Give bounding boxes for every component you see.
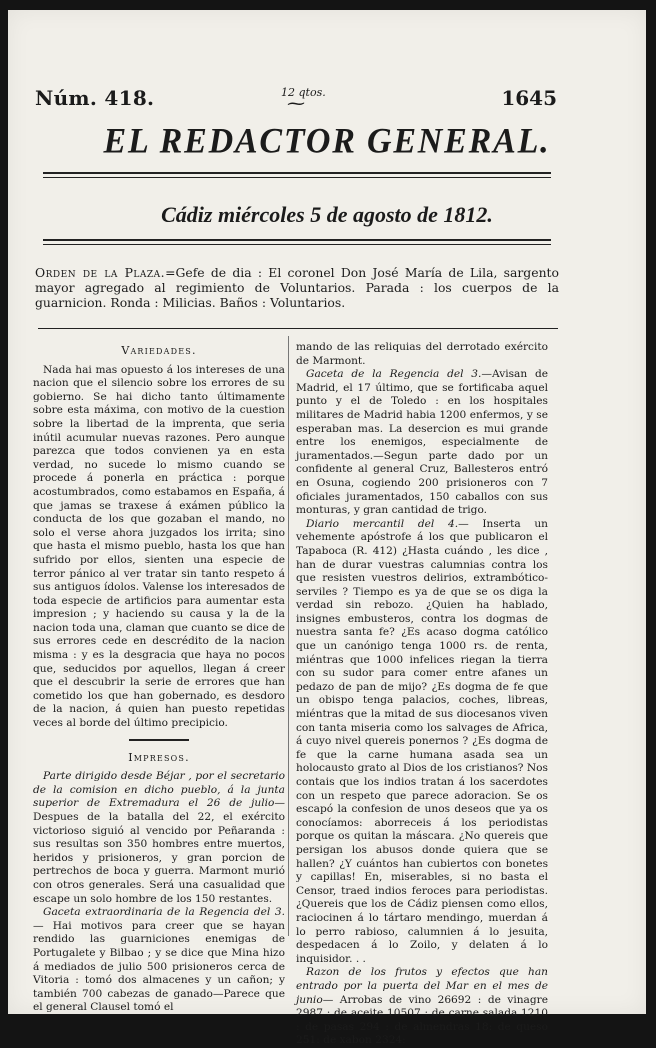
masthead-row <box>35 86 557 112</box>
gaceta-extraordinaria-article <box>33 906 285 1015</box>
gaceta-regencia-text: —Avisan de Madrid, el 17 último, que se fortificaba aquel punto y el de Toledo : en los hospitales militares de Madrid habia 1200 enfermos, y se esperaban mas. La desercion es mui grande entre los enemigos, especialmente de juramentados.—Segun parte dado por un confidente al general Cruz, Ballesteros entró en Osuna, cogiendo 200 prisioneros con 7 oficiales juramentados, 150 caballos con sus monturas, y gran cantidad de trigo. <box>296 368 548 517</box>
diario-mercantil-article <box>296 518 548 967</box>
gaceta-regencia-title: Gaceta de la Regencia del 3. <box>306 368 482 381</box>
diario-title: Diario mercantil del 4. <box>306 517 459 530</box>
heading-impresos: Impresos. <box>128 750 190 764</box>
diario-text: — Inserta un vehemente apóstrofe á los que publicaron el Tapaboca (R. 412) ¿Hasta cuándo , les dice , han de durar vuestras calumnias contra los que resisten vuestros delirios, extrambótico-serviles ? Tiempo es ya de que se os diga la verdad sin rebozo. ¿Quien ha hablado, insignes embusteros, contra los dogmas de nuestra santa fe? ¿Es acaso dogma católico que un canónigo tenga 1000 rs. de renta, miéntras que 1000 infelices riegan la tierra con su sudor para comer entre afanes un pedazo de pan de mijo? ¿Es dogma de fe que un obispo tenga palacios, coches, libreas, miéntras que la mitad de sus diocesanos viven con tanta miseria como los salvages de Africa, á cuyo nivel quereis ponernos ? ¿Es dogma de fe que la carne humana asada sea un holocausto grato al Dios de los cristianos? Nos contais que los indios tratan á los sacerdotes con un respeto que parece adoracion. Se os escapó la confesion de unos deseos que ya os conocíamos: aborreceis á los periodistas porque os quitan la máscara. ¿No quereis que persigan los abusos donde quiera que se hallen? ¿Y cuántos han cubiertos con bonetes y capillas! En, miserables, si no basta el Censor, traed indios feroces para periodistas. ¿Quereis que los de Cádiz piensen como ellos, raciocinen á lo tártaro mendingo, muerdan á lo perro rabioso, calumnien á lo jesuita, despedacen á lo Zoilo, y delaten á lo inquisidor. . . <box>296 517 548 965</box>
orden-label: Orden de la Plaza. <box>35 265 166 280</box>
page-number: 1645 <box>501 86 557 110</box>
razon-article <box>296 966 548 1048</box>
issue-number: Núm. 418. <box>35 86 155 110</box>
price: 12 qtos. <box>281 86 326 99</box>
newspaper-title: EL REDACTOR GENERAL. <box>103 122 551 161</box>
dateline: Cádiz miércoles 5 de agosto de 1812. <box>161 202 493 227</box>
gaceta-extraordinaria-title: Gaceta extraordinaria de la Regencia del 3. <box>43 906 285 919</box>
parte-title: Parte dirigido desde Béjar , por el secretario de la comision en dicho pueblo, á la junta superior de Extremadura el 26 de julio <box>33 770 285 810</box>
gaceta-extraordinaria-text: — Hai motivos para creer que se hayan rendido las guarniciones enemigas de Portugalete y Bilbao ; y se dice que Mina hizo á mediados de julio 500 prisioneros cerca de Vitoria : tomó dos almacenes y un cañon; y también 700 cabezas de ganado—Parece que el general Clausel tomó el <box>33 919 285 1014</box>
gaceta-regencia-article <box>296 368 548 518</box>
orden-text: =Gefe de dia : El coronel Don José María de Lila, sargento mayor agregado al regimiento de Voluntarios. Parada : los cuerpos de la guarnicion. Ronda : Milicias. Baños : Voluntarios. <box>35 265 559 310</box>
parte-article <box>33 770 285 906</box>
article-divider <box>129 739 189 741</box>
title-rule <box>43 172 551 178</box>
right-column <box>296 341 548 1048</box>
continuation-text: mando de las reliquias del derrotado exército de Marmont. <box>296 341 548 367</box>
section-rule <box>38 328 558 329</box>
razon-title: Razon de los frutos y efectos que han entrado por la puerta del Mar en el mes de junio <box>296 966 548 1006</box>
razon-text: — Arrobas de vino 26692 : de vinagre 2987 : de aceite 10507 : de carne salada 1210 : de pasas 294 : de almendras 18: de queso 251: de xabon 2324: <box>296 993 548 1047</box>
column-separator <box>288 336 289 936</box>
newspaper-page <box>8 10 646 1047</box>
orden-de-la-plaza <box>35 265 559 310</box>
variedades-article: Nada hai mas opuesto á los intereses de una nacion que el silencio sobre los errores de su gobierno. Se hai dicho tanto últimamente sobre esta máxima, con motivo de la cuestion sobre la libertad de la imprenta, que seria inútil acumular nuevas razones. Pero aunque parezca que todos convienen ya en esta verdad, no sucede lo mismo cuando se procede á ponerla en práctica : porque acostumbrados, como estabamos en España, á que jamas se traxese á exámen público la conducta de los que gozaban el mando, no solo el verse ahora juzgados los irrita; sino que hasta el mismo pueblo, hasta los que han sufrido por ellos, sienten una especie de terror pánico al ver tratar sin tanto respeto á sus antiguos ídolos. Valense los interesados de toda especie de artificios para aumentar esta impresion ; y haciendo su causa y la de la nacion toda una, claman que cuanto se dice de sus errores cede en descrédito de la nacion misma : y es la desgracia que haya no pocos que, seducidos por aquellos, llegan á creer que el descubrir la serie de errores que han cometido los que han gobernado, es desdoro de la nacion, á quien han puesto repetidas veces al borde del último precipicio. <box>33 363 286 730</box>
flourish-ornament: ⁓ <box>287 93 305 114</box>
heading-variedades: Variedades. <box>121 344 197 357</box>
left-column <box>33 340 285 1015</box>
dateline-rule <box>43 239 551 245</box>
parte-text: — Despues de la batalla del 22, el exército victorioso siguió al vencido por Peñaranda : sus resultas son 350 hombres entre muertos, heridos y prisioneros, y gran porcion de pertrechos de boca y guerra. Marmont murió con otros generales. Será una casualidad que escape un solo hombre de los 150 restantes. <box>33 797 285 905</box>
